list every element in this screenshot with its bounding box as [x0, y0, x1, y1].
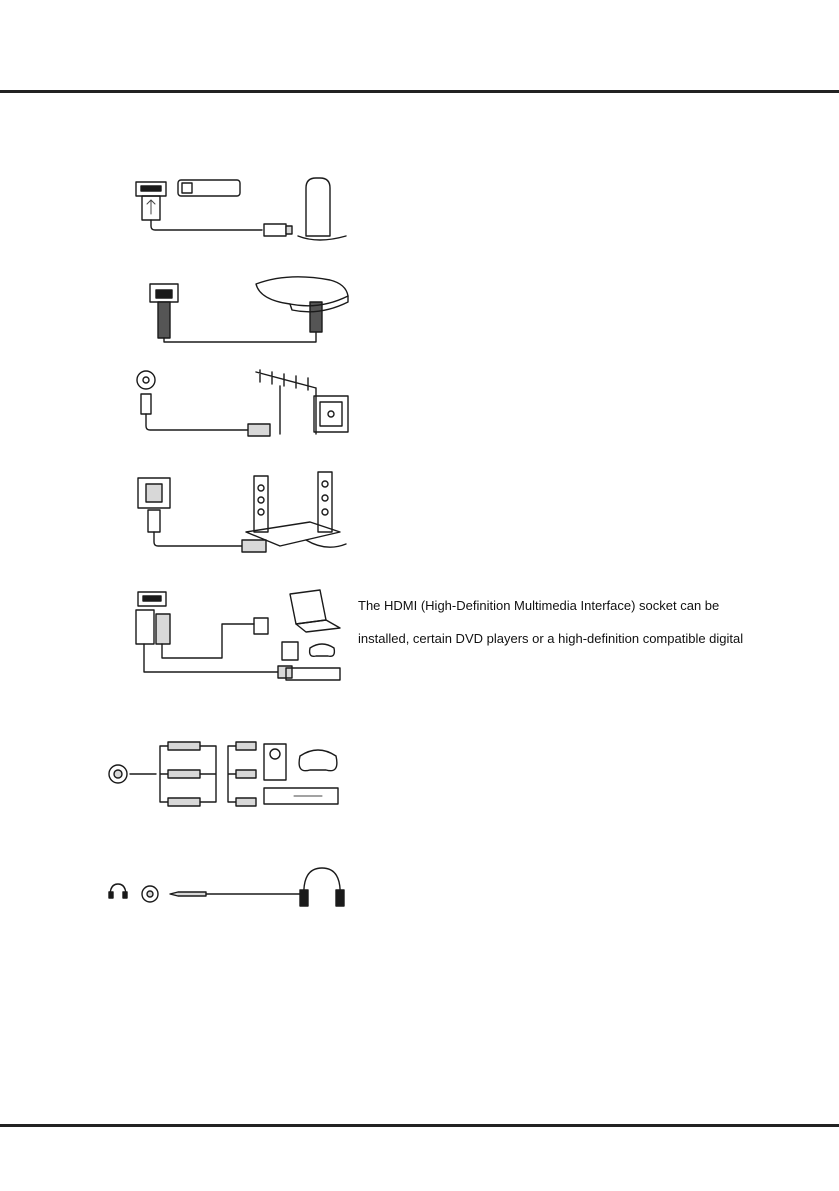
hdmi-description-line1: The HDMI (High-Definition Multimedia Interface) socket can be — [358, 598, 720, 613]
footer-rule — [0, 1124, 839, 1127]
laptop-icon — [290, 590, 326, 624]
camcorder-icon — [282, 642, 298, 660]
coax-plug-icon — [248, 424, 270, 436]
hdmi-diagram — [130, 584, 360, 684]
headphones-icon — [304, 868, 340, 898]
coax-port-icon — [137, 371, 155, 389]
gamepad-icon — [299, 750, 337, 771]
optical-plug-icon — [242, 540, 266, 552]
hard-drive-icon — [306, 178, 330, 236]
lan-diagram — [140, 272, 360, 352]
dvi-plug-icon — [254, 618, 268, 634]
av-diagram — [104, 738, 344, 808]
usb-diagram — [130, 170, 360, 245]
hdmi-description-line2: installed, certain DVD players or a high-definition compatible digital — [358, 631, 744, 646]
optical-audio-diagram — [130, 470, 360, 552]
header-rule — [0, 90, 839, 93]
dvd-player-icon — [286, 668, 340, 680]
antenna-diagram — [130, 366, 360, 442]
router-icon — [256, 277, 348, 306]
usb-plug-icon — [264, 224, 286, 236]
headphone-plug-icon — [170, 892, 206, 896]
headphone-diagram — [104, 862, 344, 912]
gamepad-icon — [310, 644, 335, 656]
